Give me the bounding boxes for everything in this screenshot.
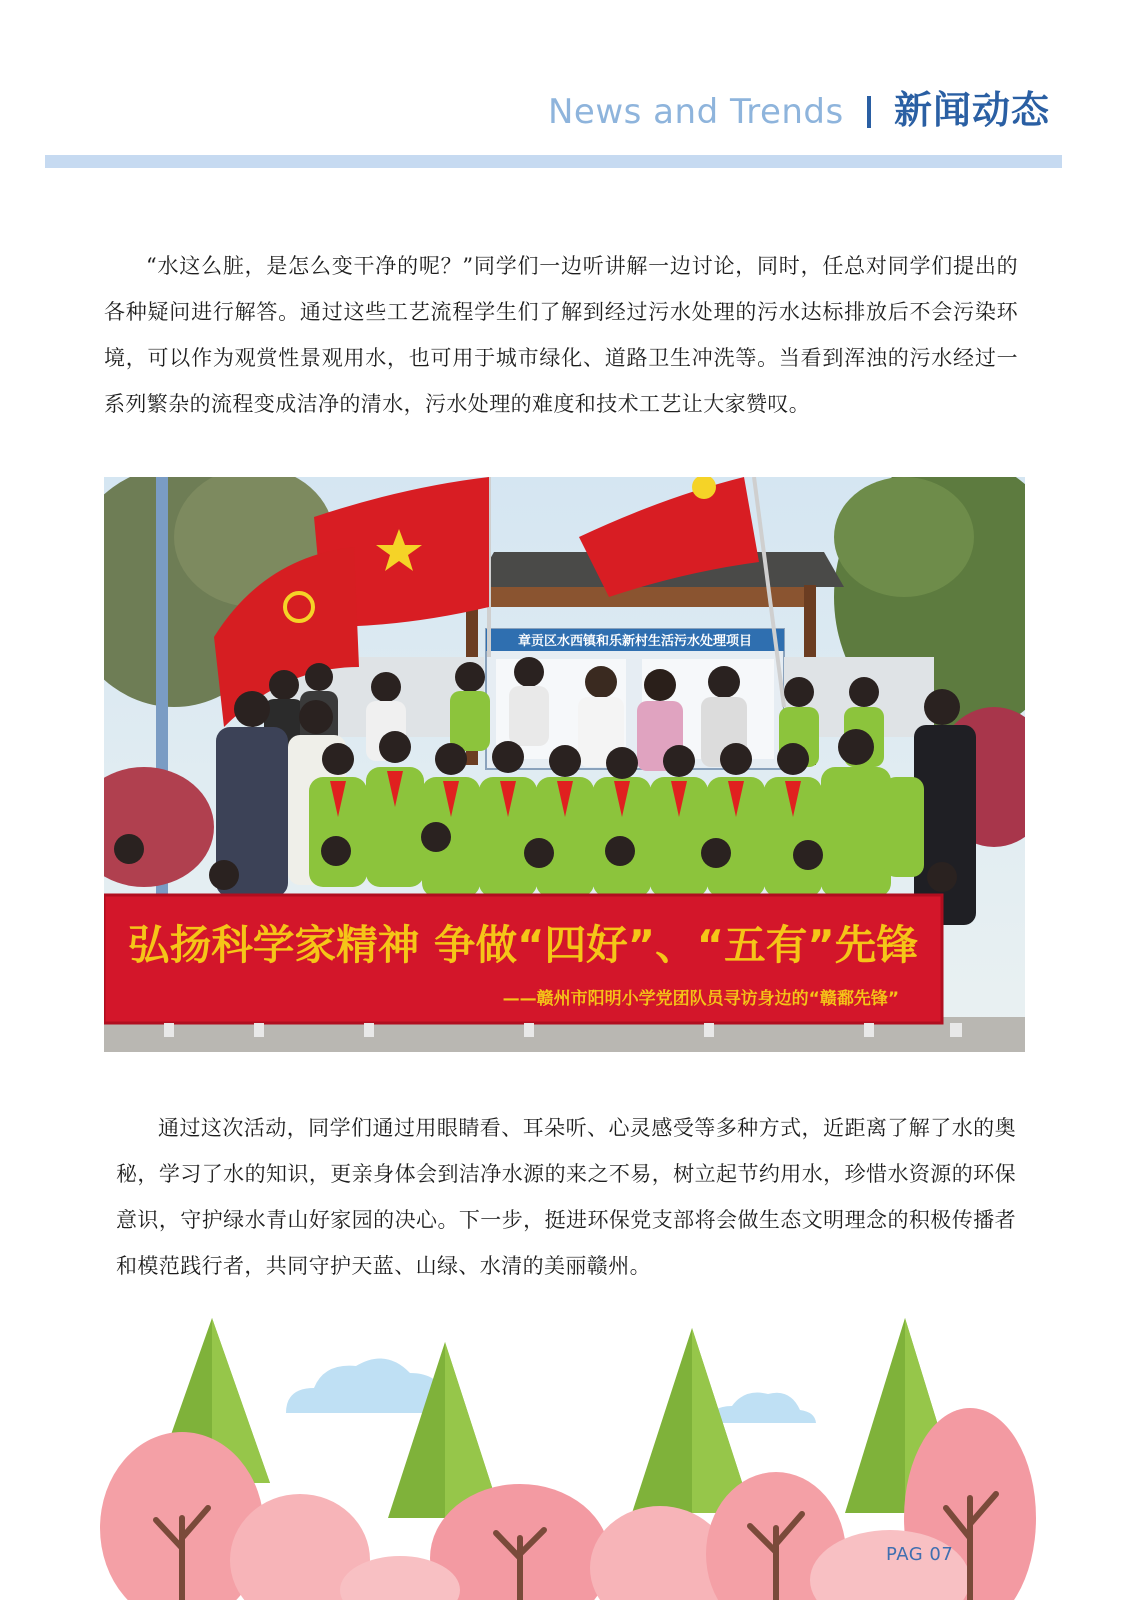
paragraph-1: “水这么脏，是怎么变干净的呢？”同学们一边听讲解一边讨论，同时，任总对同学们提出的各种疑问进行解答。通过这些工艺流程学生们了解到经过污水处理的污水达标排放后不会污染环境，可以作为观赏性景观用水，也可用于城市绿化、道路卫生冲洗等。当看到浑浊的污水经过一系列繁杂的流程变成洁净的清水，污水处理的难度和技术工艺让大家赞叹。 (104, 254, 1018, 416)
header-title-cn: 新闻动态 (894, 88, 1051, 132)
paragraph-2: 通过这次活动，同学们通过用眼睛看、耳朵听、心灵感受等多种方式，近距离了解了水的奥秘，学习了水的知识，更亲身体会到洁净水源的来之不易，树立起节约用水，珍惜水资源的环保意识，守护绿水青山好家园的决心。下一步，挺进环保党支部将会做生态文明理念的积极传播者和模范践行者，共同守护天蓝、山绿、水清的美丽赣州。 (116, 1116, 1016, 1278)
red-banner (104, 895, 942, 1023)
cone-trees (154, 1318, 965, 1518)
header-divider (867, 96, 871, 128)
banner-sub-text: ——赣州市阳明小学党团队员寻访身边的“赣鄱先锋” (502, 989, 899, 1009)
banner-main-text: 弘扬科学家精神 争做“四好”、“五有”先锋 (128, 921, 918, 969)
sign-text: 章贡区水西镇和乐新村生活污水处理项目 (517, 634, 753, 649)
page-number: PAG 07 (886, 1544, 954, 1565)
group-photo (104, 477, 1025, 1052)
header-rule (45, 155, 1062, 168)
header-title-en: News and Trends (548, 92, 844, 132)
clouds (286, 1358, 816, 1423)
